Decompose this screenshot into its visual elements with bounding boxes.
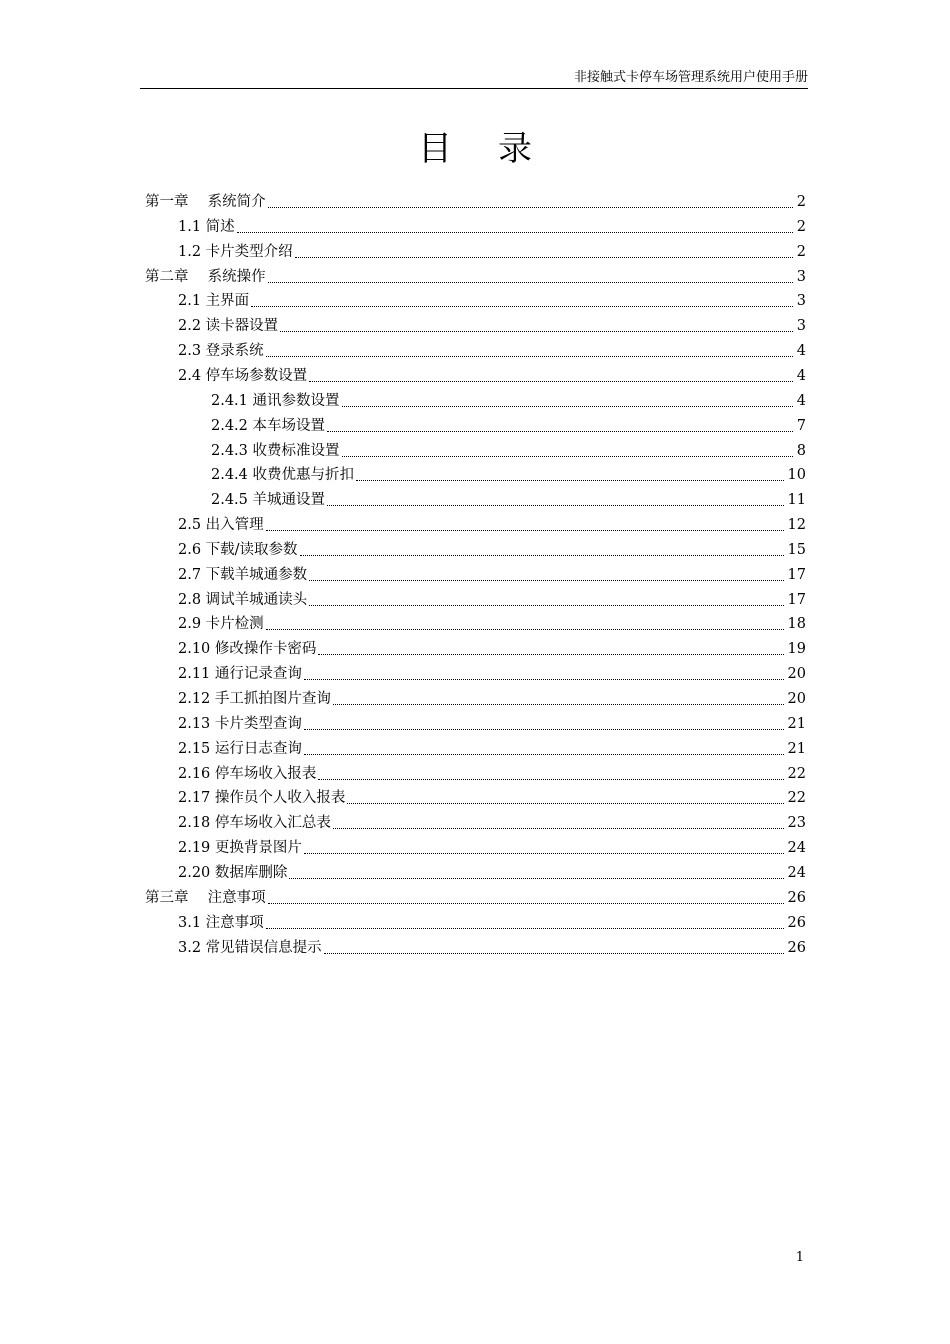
toc-entry-page: 7	[796, 418, 806, 434]
toc-entry-label: 2.8 调试羊城通读头	[178, 592, 308, 608]
toc-entry[interactable]	[178, 637, 806, 659]
toc-entry-page: 26	[787, 915, 806, 931]
toc-dot-leader	[289, 878, 783, 879]
toc-entry-page: 4	[796, 368, 806, 384]
toc-entry-label: 1.2 卡片类型介绍	[178, 244, 293, 260]
toc-entry[interactable]	[211, 439, 806, 461]
toc-entry[interactable]	[178, 612, 806, 634]
header-rule	[140, 88, 808, 89]
toc-dot-leader	[266, 629, 784, 630]
toc-entry[interactable]	[178, 811, 806, 833]
toc-entry[interactable]	[178, 314, 806, 336]
toc-entry-label: 2.4 停车场参数设置	[178, 368, 308, 384]
toc-entry-page: 17	[787, 567, 806, 583]
toc-entry[interactable]	[178, 861, 806, 883]
toc-dot-leader	[327, 431, 793, 432]
toc-entry-page: 15	[787, 542, 806, 558]
toc-entry[interactable]	[178, 339, 806, 361]
toc-entry-page: 24	[787, 840, 806, 856]
toc-entry[interactable]	[145, 886, 806, 908]
toc-entry-label: 第一章 系统简介	[145, 194, 266, 210]
toc-entry-label: 2.5 出入管理	[178, 517, 264, 533]
toc-entry-page: 19	[787, 641, 806, 657]
toc-entry-page: 20	[787, 691, 806, 707]
toc-entry-label: 2.4.1 通讯参数设置	[211, 393, 340, 409]
toc-entry-page: 21	[787, 716, 806, 732]
toc-dot-leader	[266, 928, 784, 929]
toc-entry-label: 2.18 停车场收入汇总表	[178, 815, 331, 831]
toc-entry[interactable]	[178, 538, 806, 560]
toc-entry[interactable]	[178, 936, 806, 958]
toc-entry-page: 10	[787, 467, 806, 483]
toc-dot-leader	[356, 480, 784, 481]
toc-dot-leader	[268, 282, 793, 283]
toc-entry-page: 2	[796, 219, 806, 235]
toc-dot-leader	[309, 580, 783, 581]
toc-entry[interactable]	[178, 737, 806, 759]
toc-entry-label: 2.13 卡片类型查询	[178, 716, 302, 732]
toc-entry[interactable]	[211, 463, 806, 485]
toc-entry[interactable]	[178, 588, 806, 610]
toc-entry-label: 2.1 主界面	[178, 293, 250, 309]
toc-entry-page: 3	[796, 318, 806, 334]
toc-entry[interactable]	[145, 190, 806, 212]
toc-entry-label: 2.15 运行日志查询	[178, 741, 302, 757]
toc-entry[interactable]	[178, 762, 806, 784]
toc-entry-page: 2	[796, 194, 806, 210]
toc-entry-label: 2.17 操作员个人收入报表	[178, 790, 346, 806]
toc-entry-page: 24	[787, 865, 806, 881]
toc-entry-page: 22	[787, 766, 806, 782]
toc-entry-page: 11	[787, 492, 806, 508]
toc-entry-label: 2.20 数据库删除	[178, 865, 288, 881]
toc-entry-label: 2.4.4 收费优惠与折扣	[211, 467, 355, 483]
toc-entry-page: 26	[787, 940, 806, 956]
toc-dot-leader	[327, 505, 784, 506]
toc-dot-leader	[333, 704, 784, 705]
toc-dot-leader	[318, 654, 783, 655]
toc-entry[interactable]	[178, 240, 806, 262]
toc-entry-page: 20	[787, 666, 806, 682]
toc-dot-leader	[304, 754, 784, 755]
toc-dot-leader	[318, 779, 783, 780]
toc-entry-page: 17	[787, 592, 806, 608]
toc-entry-label: 2.10 修改操作卡密码	[178, 641, 317, 657]
toc-entry-label: 2.9 卡片检测	[178, 616, 264, 632]
toc-entry-label: 第二章 系统操作	[145, 269, 266, 285]
toc-entry-page: 22	[787, 790, 806, 806]
toc-entry-page: 4	[796, 393, 806, 409]
toc-dot-leader	[304, 679, 784, 680]
toc-entry-label: 2.3 登录系统	[178, 343, 264, 359]
toc-entry[interactable]	[178, 836, 806, 858]
toc-entry[interactable]	[178, 513, 806, 535]
toc-entry[interactable]	[178, 215, 806, 237]
toc-entry-label: 2.2 读卡器设置	[178, 318, 279, 334]
page-title: 目录	[418, 129, 578, 169]
toc-entry[interactable]	[178, 687, 806, 709]
toc-dot-leader	[266, 356, 793, 357]
toc-dot-leader	[295, 257, 793, 258]
toc-entry-label: 2.16 停车场收入报表	[178, 766, 317, 782]
toc-dot-leader	[347, 803, 783, 804]
toc-entry-label: 2.4.3 收费标准设置	[211, 443, 340, 459]
toc-entry-page: 3	[796, 293, 806, 309]
toc-entry[interactable]	[211, 389, 806, 411]
toc-entry-label: 2.4.2 本车场设置	[211, 418, 326, 434]
toc-dot-leader	[304, 853, 784, 854]
toc-entry-label: 1.1 简述	[178, 219, 235, 235]
toc-entry-page: 26	[787, 890, 806, 906]
toc-entry-page: 2	[796, 244, 806, 260]
toc-entry-label: 2.7 下载羊城通参数	[178, 567, 308, 583]
toc-entry[interactable]	[178, 712, 806, 734]
toc-dot-leader	[342, 456, 793, 457]
toc-entry-label: 3.2 常见错误信息提示	[178, 940, 322, 956]
page-number: 1	[795, 1250, 804, 1265]
toc-entry[interactable]	[178, 662, 806, 684]
toc-entry[interactable]	[211, 414, 806, 436]
toc-dot-leader	[268, 207, 793, 208]
toc-dot-leader	[266, 530, 784, 531]
toc-dot-leader	[251, 306, 793, 307]
toc-entry-label: 第三章 注意事项	[145, 890, 266, 906]
toc-dot-leader	[342, 406, 793, 407]
toc-entry[interactable]	[211, 488, 806, 510]
toc-entry[interactable]	[178, 289, 806, 311]
toc-entry-label: 2.12 手工抓拍图片查询	[178, 691, 331, 707]
toc-dot-leader	[237, 232, 793, 233]
running-header: 非接触式卡停车场管理系统用户使用手册	[573, 70, 808, 85]
toc-entry[interactable]	[178, 911, 806, 933]
toc-entry-label: 2.4.5 羊城通设置	[211, 492, 326, 508]
toc-entry[interactable]	[145, 265, 806, 287]
toc-entry-page: 8	[796, 443, 806, 459]
toc-entry-page: 4	[796, 343, 806, 359]
toc-entry-label: 2.11 通行记录查询	[178, 666, 302, 682]
toc-entry-page: 12	[787, 517, 806, 533]
toc-dot-leader	[309, 381, 793, 382]
toc-entry-label: 2.19 更换背景图片	[178, 840, 302, 856]
toc-entry-page: 23	[787, 815, 806, 831]
toc-dot-leader	[300, 555, 784, 556]
toc-entry[interactable]	[178, 563, 806, 585]
toc-entry[interactable]	[178, 786, 806, 808]
toc-entry-label: 2.6 下载/读取参数	[178, 542, 298, 558]
toc-dot-leader	[304, 729, 784, 730]
toc-dot-leader	[268, 903, 784, 904]
toc-dot-leader	[333, 828, 784, 829]
toc-entry-page: 3	[796, 269, 806, 285]
toc-entry-page: 18	[787, 616, 806, 632]
toc-entry-page: 21	[787, 741, 806, 757]
toc-dot-leader	[280, 331, 793, 332]
toc-entry[interactable]	[178, 364, 806, 386]
toc-dot-leader	[324, 953, 784, 954]
toc-dot-leader	[309, 605, 783, 606]
toc-entry-label: 3.1 注意事项	[178, 915, 264, 931]
